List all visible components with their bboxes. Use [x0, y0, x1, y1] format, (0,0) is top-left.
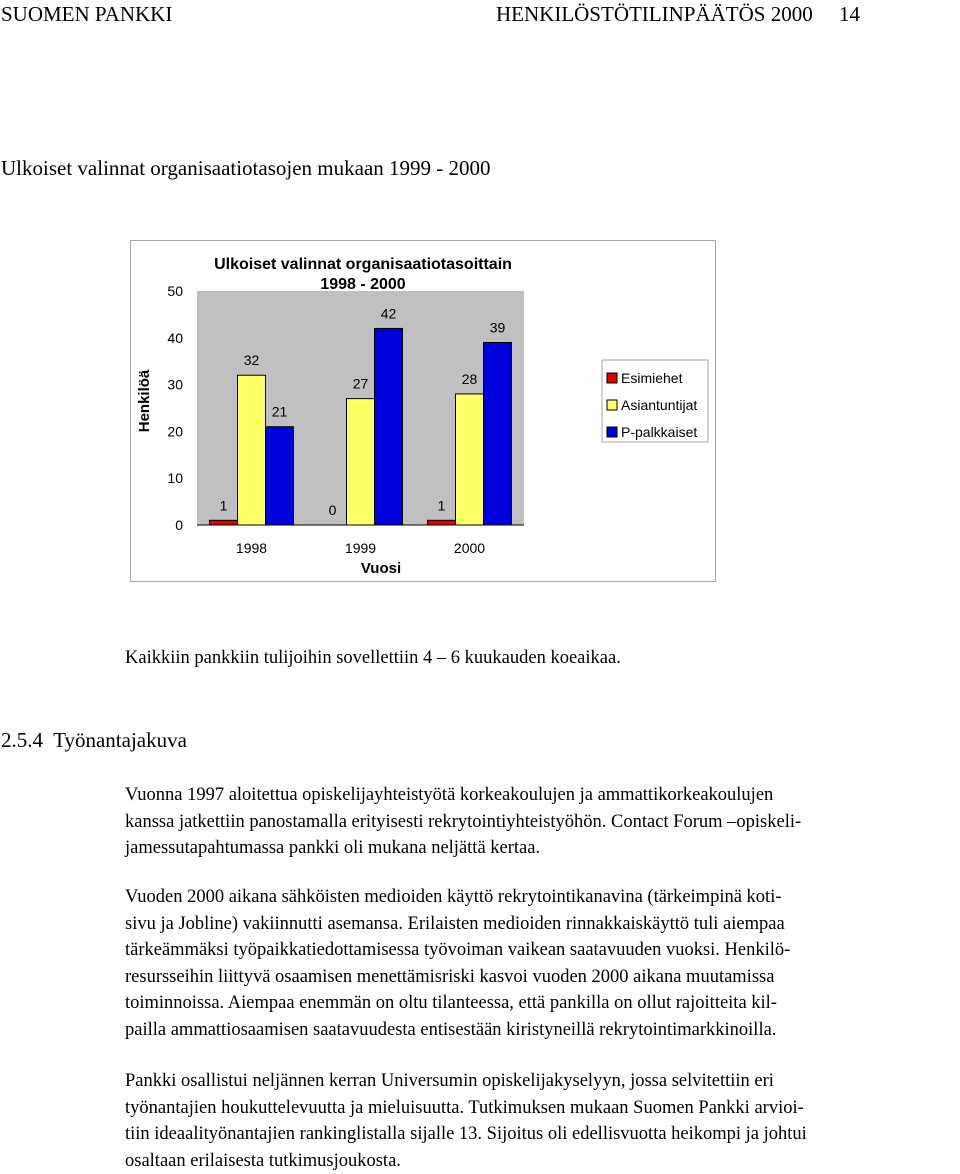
chart-subtitle: 1998 - 2000 [320, 276, 406, 293]
bar-chart [131, 241, 715, 581]
paragraph-2-line: tärkeämmäksi työpaikkatiedottamisessa työvoiman vaikean saatavuuden vuoksi. Henkilö- [125, 940, 791, 960]
legend-swatch [607, 427, 617, 437]
data-label: 27 [352, 375, 369, 392]
paragraph-3-line: Pankki osallistui neljännen kerran Universumin opiskelijakyselyyn, jossa selvitettiin eri [125, 1071, 774, 1091]
y-tick-label: 20 [167, 423, 183, 440]
paragraph-3-line: tiin ideaalityönantajien rankinglistalla sijalle 13. Sijoitus oli edellisvuotta heikompi ja johtui [125, 1124, 807, 1144]
data-label: 1 [437, 497, 446, 514]
chart-title: Ulkoiset valinnat organisaatiotasoittain [214, 256, 512, 273]
bar [428, 520, 456, 525]
paragraph-3-line: työnantajien houkuttelevuutta ja mieluisuutta. Tutkimuksen mukaan Suomen Pankki arvioi- [125, 1097, 804, 1118]
paragraph-3 [125, 1068, 953, 1174]
paragraph-2-line: Vuoden 2000 aikana sähköisten medioiden käyttö rekrytointikanavina (tärkeimpinä koti- [125, 887, 782, 907]
bar [238, 375, 266, 525]
data-label: 32 [243, 352, 260, 369]
x-tick-label: 1998 [235, 540, 268, 556]
legend-entry: Asiantuntijat [621, 397, 698, 413]
intro-text: Kaikkiin pankkiin tulijoihin sovellettiin 4 – 6 kuukauden koeaikaa. [125, 648, 621, 668]
y-tick-label: 50 [167, 283, 183, 299]
legend-swatch [607, 373, 617, 383]
data-label: 0 [328, 502, 337, 518]
paragraph-2-line: toiminnoissa. Aiempaa enemmän on oltu tilanteessa, että pankilla on ollut rajoitteita kil- [125, 993, 777, 1013]
section-heading: 2.5.4 Työnantajakuva [1, 728, 187, 752]
legend-entry: P-palkkaiset [621, 424, 698, 440]
section-title: Ulkoiset valinnat organisaatiotasojen mukaan 1999 - 2000 [1, 156, 491, 180]
chart-frame [130, 240, 716, 582]
x-axis-label: Vuosi [360, 560, 402, 577]
paragraph-1-line: jamessutapahtumassa pankki oli mukana neljättä kertaa. [125, 838, 541, 858]
paragraph-2-line: pailla ammattiosaamisen saatavuudesta entisestään kiristyneillä rekrytointimarkkinoilla. [125, 1019, 777, 1040]
y-axis-label: Henkilöä [136, 369, 153, 433]
x-tick-label: 2000 [453, 540, 486, 556]
y-tick-label: 30 [167, 376, 183, 393]
paragraph-1 [125, 782, 953, 862]
page-header-left: SUOMEN PANKKI [1, 2, 173, 26]
bar [347, 399, 375, 525]
bar [484, 342, 512, 525]
paragraph-1-line: kanssa jatkettiin panostamalla erityisesti rekrytointiyhteistyöhön. Contact Forum –opiskeli- [125, 811, 802, 832]
bar [375, 328, 403, 525]
paragraph-3-line: osaltaan erilaisesta tutkimusjoukosta. [125, 1150, 401, 1171]
data-label: 21 [271, 403, 288, 420]
legend-entry: Esimiehet [621, 370, 683, 386]
bar [210, 520, 238, 525]
data-label: 42 [380, 305, 397, 322]
paragraph-2-line: resursseihin liittyvä osaamisen menettämisriski kasvoi vuoden 2000 aikana muutamissa [125, 966, 775, 987]
page-header-right: HENKILÖSTÖTILINPÄÄTÖS 2000 14 [496, 2, 860, 26]
paragraph-2 [125, 884, 953, 1043]
paragraph-1-line: Vuonna 1997 aloitettua opiskelijayhteistyötä korkeakoulujen ja ammattikorkeakoulujen [125, 785, 774, 805]
legend-swatch [607, 400, 617, 410]
bar [456, 394, 484, 525]
y-tick-label: 10 [167, 470, 183, 487]
data-label: 39 [489, 319, 506, 336]
paragraph-2-line: sivu ja Jobline) vakiinnutti asemansa. Erilaisten medioiden rinnakkaiskäyttö tuli aiempaa [125, 913, 785, 934]
data-label: 28 [461, 370, 478, 387]
y-tick-label: 0 [175, 517, 183, 533]
data-label: 1 [219, 497, 228, 514]
y-tick-label: 40 [167, 329, 183, 346]
bar [266, 427, 294, 525]
x-tick-label: 1999 [344, 540, 377, 556]
